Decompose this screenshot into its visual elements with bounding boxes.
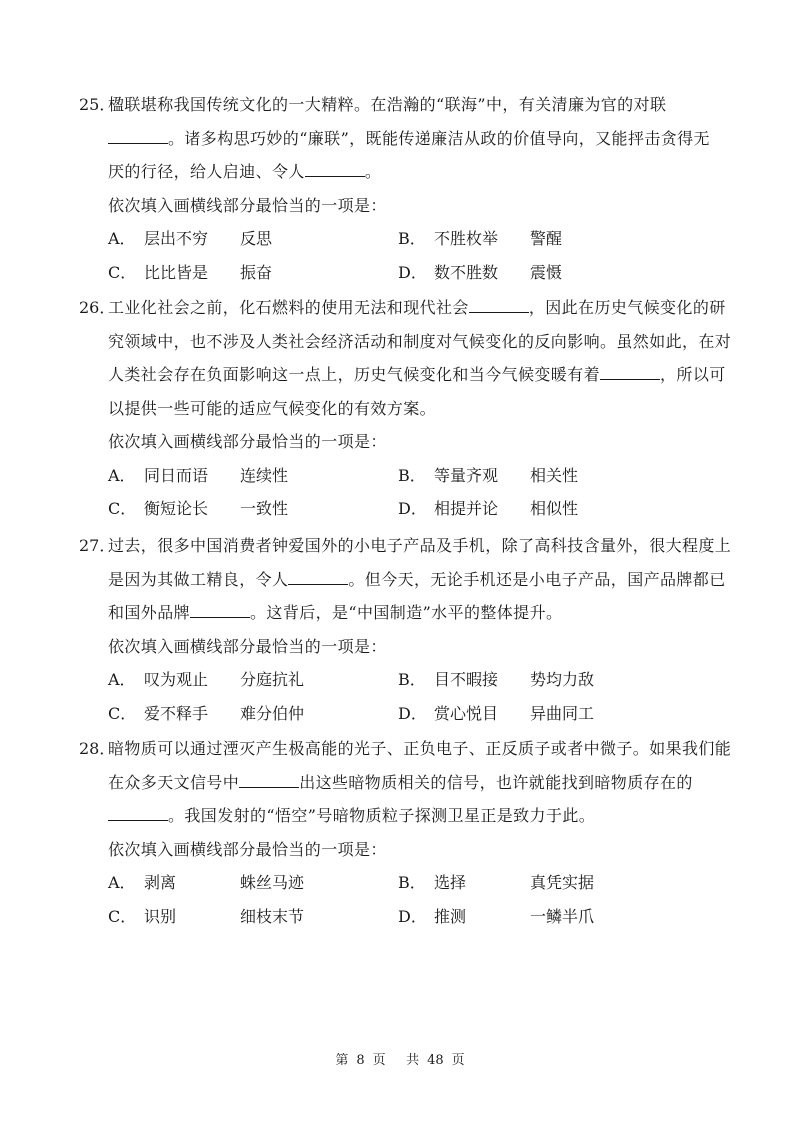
option-word-2: 反思 bbox=[240, 229, 273, 248]
text-segment: 究领域中，也不涉及人类社会经济活动和制度对气候变化的反向影响。虽然如此，在对 bbox=[108, 331, 732, 351]
option-word-1: 剥离 bbox=[144, 873, 177, 892]
option-a bbox=[108, 466, 288, 486]
option-word-1: 比比皆是 bbox=[144, 262, 209, 282]
option-word-2: 相关性 bbox=[530, 465, 579, 485]
question-number: 26． bbox=[79, 298, 116, 317]
option-word-1: 推测 bbox=[434, 906, 467, 926]
option-word-2: 相似性 bbox=[530, 499, 579, 518]
footer-page-unit: 页 bbox=[372, 1053, 386, 1068]
text-segment: 。但今天，无论手机还是小电子产品，国产品牌都已 bbox=[348, 569, 726, 589]
option-word-2: 振奋 bbox=[240, 262, 273, 282]
question-prompt: 依次填入画横线部分最恰当的一项是： bbox=[108, 195, 387, 215]
fill-blank bbox=[600, 365, 660, 380]
option-d bbox=[398, 907, 594, 927]
option-letter: C． bbox=[108, 906, 137, 926]
option-word-1: 相提并论 bbox=[434, 499, 499, 518]
question-prompt: 依次填入画横线部分最恰当的一项是： bbox=[108, 636, 387, 656]
footer-total-unit: 页 bbox=[451, 1053, 465, 1068]
text-segment: 。 bbox=[364, 162, 382, 181]
option-c bbox=[108, 704, 304, 724]
question-text-line bbox=[108, 399, 436, 419]
option-letter: A． bbox=[108, 465, 136, 485]
question-text-line bbox=[108, 806, 595, 826]
option-word-1: 层出不穷 bbox=[144, 229, 209, 248]
option-word-2: 一致性 bbox=[240, 499, 289, 518]
option-word-2: 一鳞半爪 bbox=[530, 906, 595, 926]
footer-total-prefix: 共 bbox=[406, 1053, 420, 1068]
option-word-2: 警醒 bbox=[530, 229, 563, 248]
option-word-2: 震慑 bbox=[530, 262, 563, 282]
option-word-1: 衡短论长 bbox=[144, 499, 209, 518]
question-text-line bbox=[108, 773, 693, 793]
option-letter: D． bbox=[398, 499, 427, 518]
fill-blank bbox=[469, 298, 529, 313]
text-segment: 是因为其做工精良，令人 bbox=[108, 569, 289, 589]
option-word-2: 真凭实据 bbox=[530, 873, 595, 892]
text-segment: 人类社会存在负面影响这一点上，历史气候变化和当今气候变暖有着 bbox=[108, 365, 601, 384]
option-b bbox=[398, 466, 578, 486]
question-text-line bbox=[108, 332, 731, 352]
option-letter: B． bbox=[398, 465, 426, 485]
option-b bbox=[398, 229, 562, 249]
option-letter: C． bbox=[108, 499, 137, 518]
option-letter: C． bbox=[108, 703, 137, 723]
text-segment: 。这背后，是“中国制造”水平的整体提升。 bbox=[250, 603, 563, 622]
text-segment: 过去，很多中国消费者钟爱国外的小电子产品及手机，除了高科技含量外，很大程度上 bbox=[108, 536, 732, 555]
option-word-1: 等量齐观 bbox=[434, 465, 499, 485]
option-c bbox=[108, 907, 304, 927]
option-a bbox=[108, 229, 272, 249]
fill-blank bbox=[288, 570, 348, 585]
text-segment: ，因此在历史气候变化的研 bbox=[528, 298, 726, 317]
option-word-1: 数不胜数 bbox=[434, 262, 499, 282]
text-segment: 楹联堪称我国传统文化的一大精粹。在浩瀚的“联海”中，有关清廉为官的对联 bbox=[108, 95, 667, 114]
question-text-line bbox=[108, 129, 710, 149]
footer-total-number: 48 bbox=[427, 1053, 444, 1068]
option-word-1: 目不暇接 bbox=[434, 670, 499, 689]
footer-page-number: 8 bbox=[356, 1053, 365, 1068]
option-word-1: 不胜枚举 bbox=[434, 229, 499, 248]
option-b bbox=[398, 873, 594, 893]
option-d bbox=[398, 704, 594, 724]
option-word-1: 赏心悦目 bbox=[434, 703, 499, 723]
fill-blank bbox=[108, 129, 168, 144]
option-word-1: 同日而语 bbox=[144, 465, 209, 485]
text-segment: 厌的行径，给人启迪、令人 bbox=[108, 162, 305, 181]
fill-blank bbox=[190, 603, 250, 618]
option-word-1: 识别 bbox=[144, 906, 177, 926]
text-segment: 工业化社会之前，化石燃料的使用无法和现代社会 bbox=[108, 298, 469, 317]
fill-blank bbox=[305, 162, 365, 177]
option-word-1: 选择 bbox=[434, 873, 467, 892]
fill-blank bbox=[108, 806, 168, 821]
text-segment: 以提供一些可能的适应气候变化的有效方案。 bbox=[108, 398, 437, 418]
footer-page-prefix: 第 bbox=[335, 1053, 349, 1068]
option-letter: D． bbox=[398, 906, 427, 926]
fill-blank bbox=[239, 773, 299, 788]
option-letter: B． bbox=[398, 670, 426, 689]
text-segment: 出这些暗物质相关的信号，也许就能找到暗物质存在的 bbox=[299, 772, 693, 792]
text-segment: 和国外品牌 bbox=[108, 603, 191, 622]
text-segment: 暗物质可以通过湮灭产生极高能的光子、正负电子、正反质子或者中微子。如果我们能 bbox=[108, 739, 732, 758]
option-letter: A． bbox=[108, 873, 136, 892]
question-text-line bbox=[108, 162, 381, 182]
option-word-2: 蛛丝马迹 bbox=[240, 873, 305, 892]
question-text-line bbox=[108, 365, 726, 385]
option-letter: A． bbox=[108, 670, 136, 689]
text-segment: 。我国发射的“悟空”号暗物质粒子探测卫星正是致力于此。 bbox=[168, 806, 596, 825]
option-letter: D． bbox=[398, 262, 427, 282]
text-segment: 在众多天文信号中 bbox=[108, 772, 240, 792]
option-word-2: 难分伯仲 bbox=[240, 703, 305, 723]
option-letter: D． bbox=[398, 703, 427, 723]
option-word-2: 异曲同工 bbox=[530, 703, 595, 723]
question-text-line bbox=[108, 95, 666, 115]
question-number: 27． bbox=[79, 536, 116, 555]
option-word-2: 分庭抗礼 bbox=[240, 670, 305, 689]
option-d bbox=[398, 499, 578, 519]
option-b bbox=[398, 670, 594, 690]
question-text-line bbox=[108, 570, 726, 590]
option-d bbox=[398, 263, 562, 283]
option-c bbox=[108, 263, 272, 283]
option-word-2: 细枝末节 bbox=[240, 906, 305, 926]
option-word-1: 叹为观止 bbox=[144, 670, 209, 689]
question-text-line bbox=[108, 603, 562, 623]
question-prompt: 依次填入画横线部分最恰当的一项是： bbox=[108, 432, 387, 451]
question-text-line bbox=[108, 298, 726, 318]
question-number: 25． bbox=[79, 95, 116, 114]
question-number: 28． bbox=[79, 739, 116, 758]
page-footer bbox=[0, 1049, 800, 1068]
text-segment: 。诸多构思巧妙的“廉联”，既能传递廉洁从政的价值导向，又能抨击贪得无 bbox=[168, 128, 710, 148]
option-a bbox=[108, 873, 304, 893]
option-letter: C． bbox=[108, 262, 137, 282]
option-word-1: 爱不释手 bbox=[144, 703, 209, 723]
option-a bbox=[108, 670, 304, 690]
question-text-line bbox=[108, 739, 731, 759]
question-text-line bbox=[108, 536, 731, 556]
option-word-2: 连续性 bbox=[240, 465, 289, 485]
option-letter: A． bbox=[108, 229, 136, 248]
option-c bbox=[108, 499, 288, 519]
option-letter: B． bbox=[398, 873, 426, 892]
option-word-2: 势均力敌 bbox=[530, 670, 595, 689]
option-letter: B． bbox=[398, 229, 426, 248]
question-prompt: 依次填入画横线部分最恰当的一项是： bbox=[108, 839, 387, 859]
text-segment: ，所以可 bbox=[660, 365, 726, 384]
